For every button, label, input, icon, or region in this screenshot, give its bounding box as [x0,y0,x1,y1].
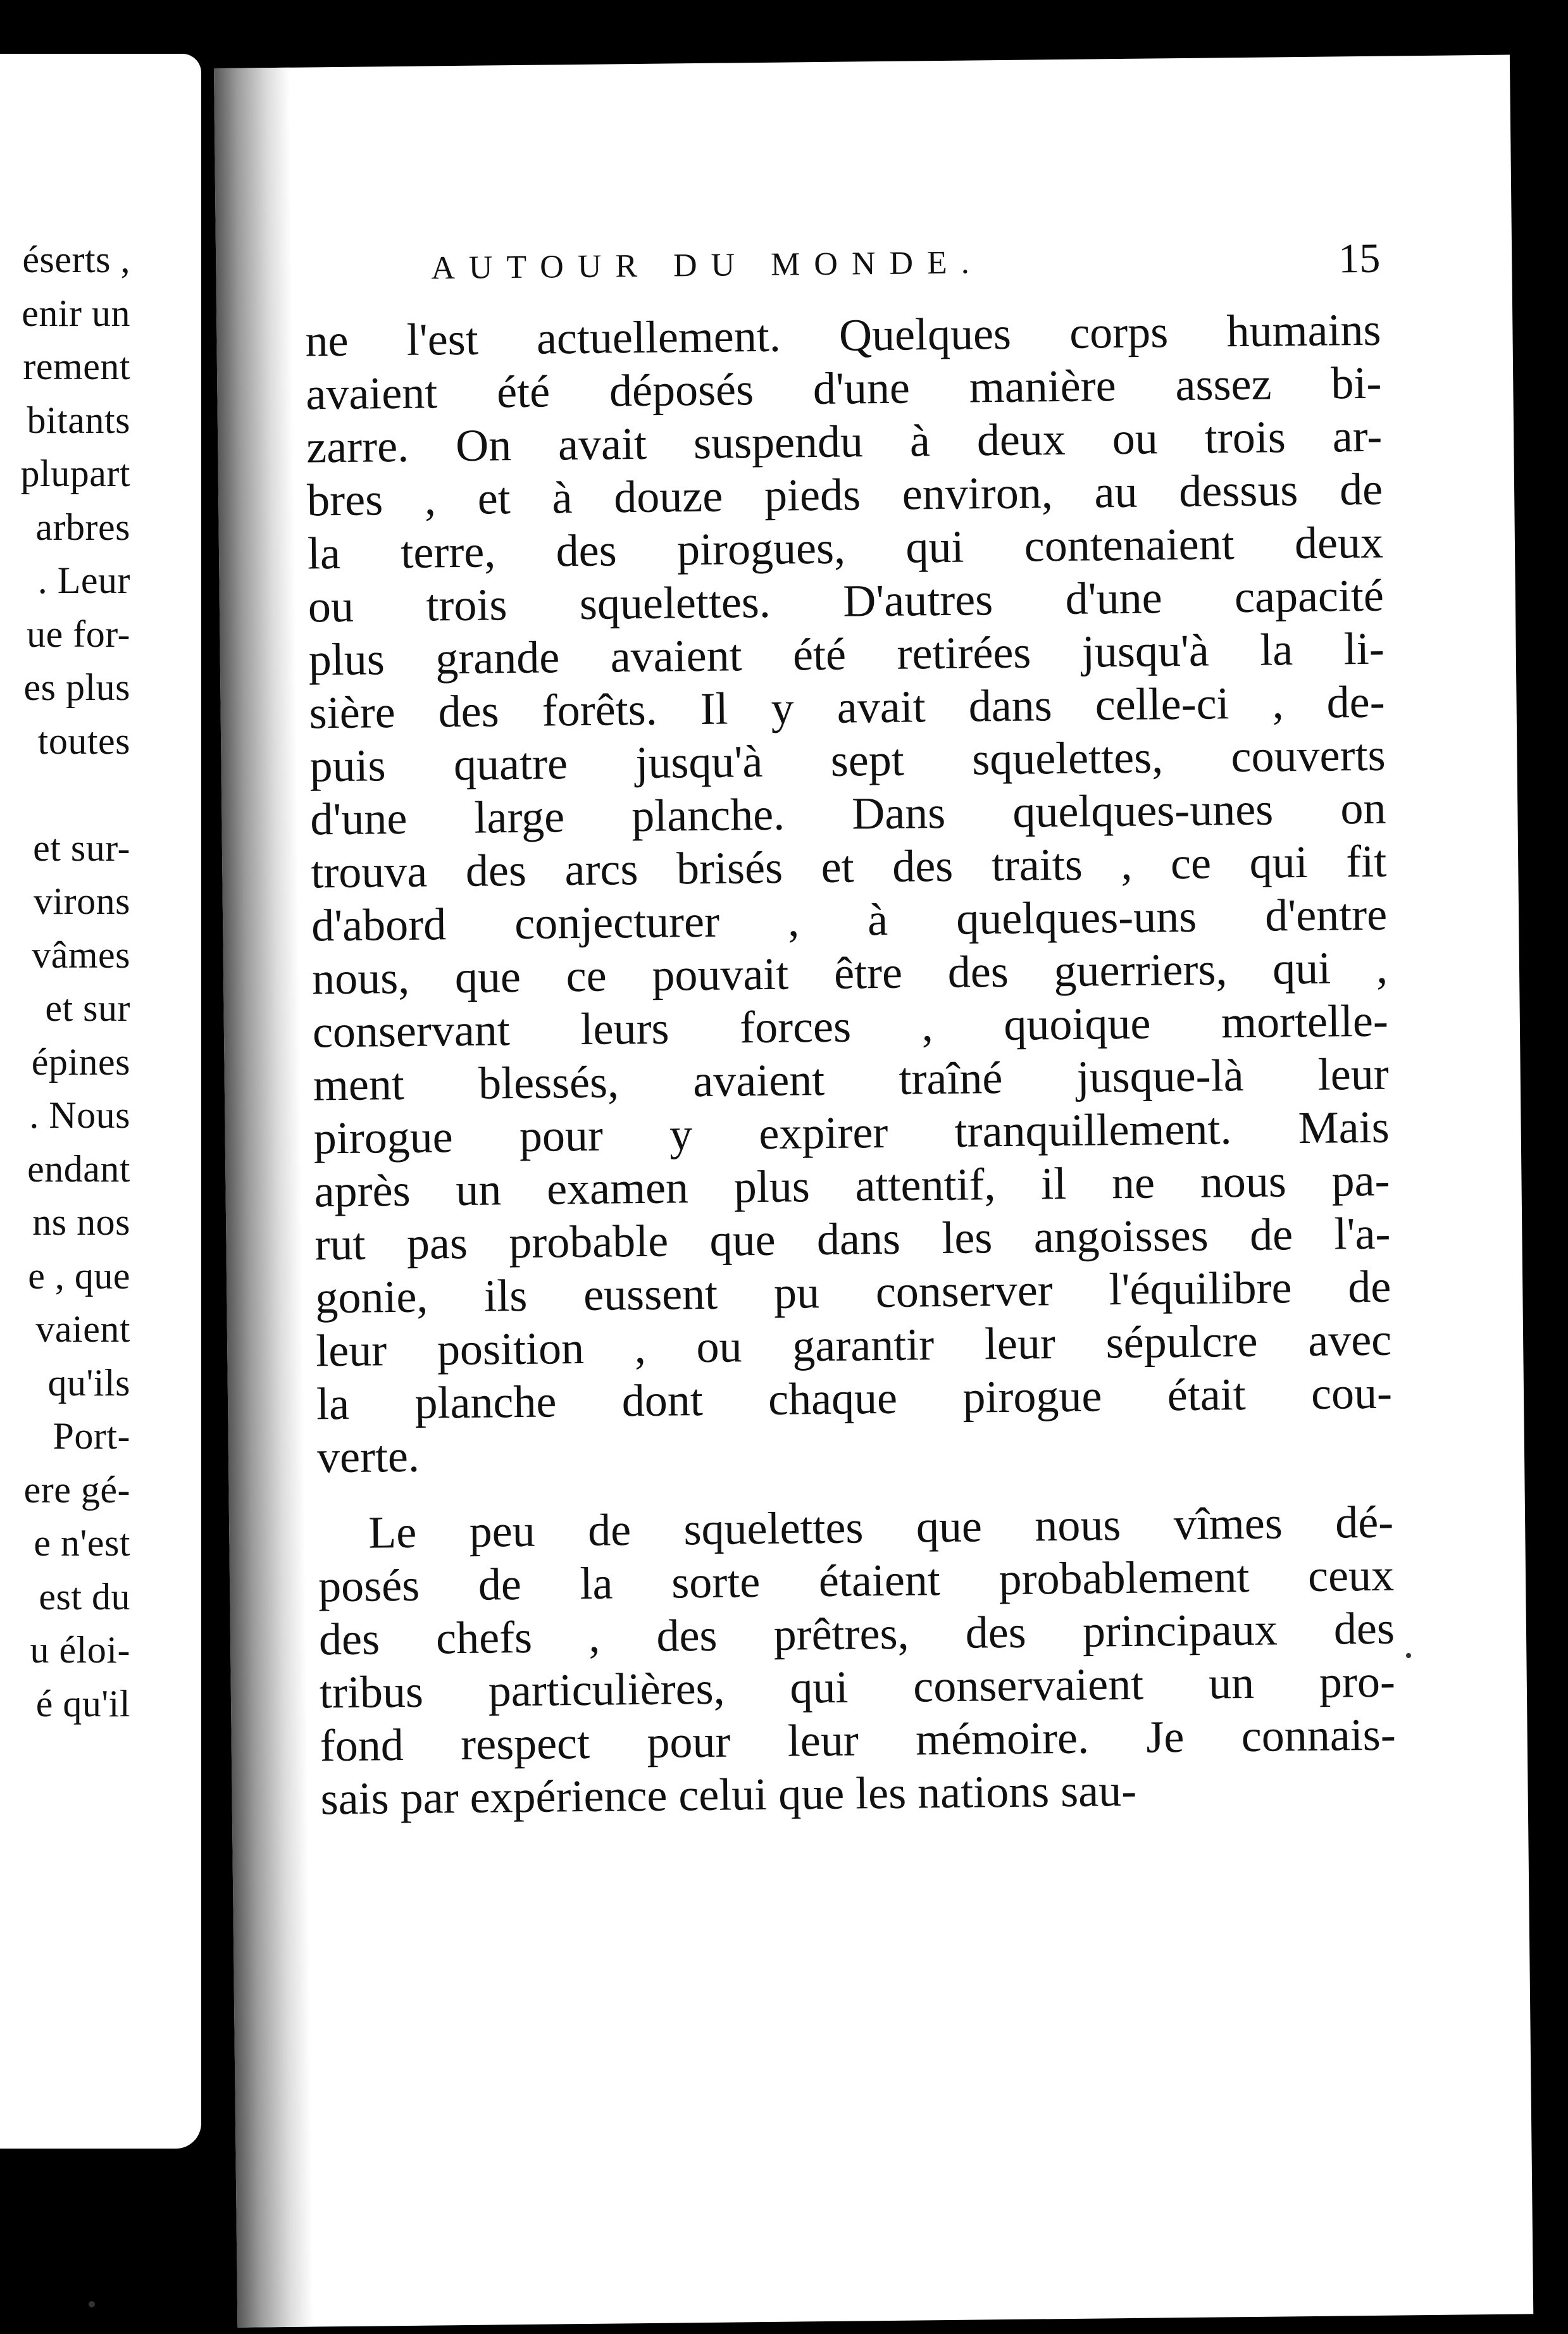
text-line: ment blessés, avaient traîné jusque-là leur [313,1048,1390,1111]
left-line: es plus [23,666,130,708]
text-line: d'abord conjecturer , à quelques-uns d'entre [311,889,1388,951]
left-line: et sur- [33,827,130,869]
text-line: conservant leurs forces , quoique mortelle- [312,995,1389,1058]
text-line: nous, que ce pouvait être des guerriers, qui , [311,942,1388,1004]
text-line: posés de la sorte étaient probablement ceux [318,1549,1395,1612]
running-head: AUTOUR DU MONDE. [431,244,984,287]
text-line: trouva des arcs brisés et des traits , ce qui fit [310,835,1387,898]
text-line: leur position , ou garantir leur sépulcre avec [315,1314,1392,1376]
paragraph-1 [305,303,1393,1484]
text-line: gonie, ils eussent pu conserver l'équilibre de [314,1261,1391,1323]
left-line: e , que [28,1254,130,1297]
text-line: puis quatre jusqu'à sept squelettes, couverts [309,729,1386,792]
left-line: est du [39,1575,130,1618]
body-text [305,303,1397,1826]
left-line: é qu'il [35,1682,130,1725]
left-line: ue for- [27,613,130,655]
text-line: pirogue pour y expirer tranquillement. Mais [313,1101,1390,1164]
text-line: plus grande avaient été retirées jusqu'à la li- [308,623,1385,685]
paragraph-2 [318,1495,1397,1826]
left-line: bitants [27,399,130,441]
text-line: sais par expérience celui que les nations sau- [320,1764,1137,1825]
left-line: Port- [53,1415,130,1457]
text-line: après un examen plus attentif, il ne nous pa- [314,1154,1390,1217]
text-line: ou trois squelettes. D'autres d'une capacité [308,570,1384,632]
left-line: endant [27,1147,130,1190]
left-line: ns nos [32,1201,130,1243]
left-line: plupart [20,452,130,494]
right-page [214,55,1533,2328]
scan-speck [89,2301,95,2307]
left-line: . Nous [29,1094,130,1136]
left-page [0,54,201,2149]
left-line: arbres [35,506,130,548]
left-line: épines [31,1040,130,1083]
left-line: . Leur [37,559,130,601]
left-line: toutes [37,720,130,762]
text-line: verte. [316,1430,420,1483]
text-line: d'une large planche. Dans quelques-unes on [310,782,1386,845]
text-line: tribus particulières, qui conservaient un pro- [319,1656,1396,1718]
page-number: 15 [1338,235,1381,282]
left-line: rement [23,346,130,387]
left-line: ere gé- [23,1468,130,1511]
left-line: qu'ils [47,1361,130,1404]
text-line: avaient été déposés d'une manière assez bi- [305,357,1382,420]
scan-speck [1406,1653,1411,1658]
text-line: des chefs , des prêtres, des principaux des [318,1602,1395,1665]
page-header [431,235,1381,307]
text-line: zarre. On avait suspendu à deux ou trois ar- [306,410,1383,473]
text-line: la terre, des pirogues, qui contenaient deux [307,516,1384,579]
text-line: fond respect pour leur mémoire. Je connais- [320,1709,1397,1771]
text-line: la planche dont chaque pirogue était cou- [316,1367,1393,1430]
text-line: Le peu de squelettes que nous vîmes dé- [368,1496,1394,1558]
text-line: ne l'est actuellement. Quelques corps humains [305,304,1381,366]
left-line: enir un [22,292,130,334]
left-line: e n'est [34,1522,130,1564]
left-line: u éloi- [30,1629,130,1671]
text-line: sière des forêts. Il y avait dans celle-ci , de- [309,676,1385,739]
left-line: vâmes [32,933,130,976]
left-line: éserts , [22,239,130,280]
left-line: et sur [45,987,130,1029]
left-line: virons [34,880,130,922]
text-line: rut pas probable que dans les angoisses de l'a- [314,1208,1391,1270]
left-line: vaient [35,1308,130,1350]
text-line: bres , et à douze pieds environ, au dessus de [306,463,1383,526]
